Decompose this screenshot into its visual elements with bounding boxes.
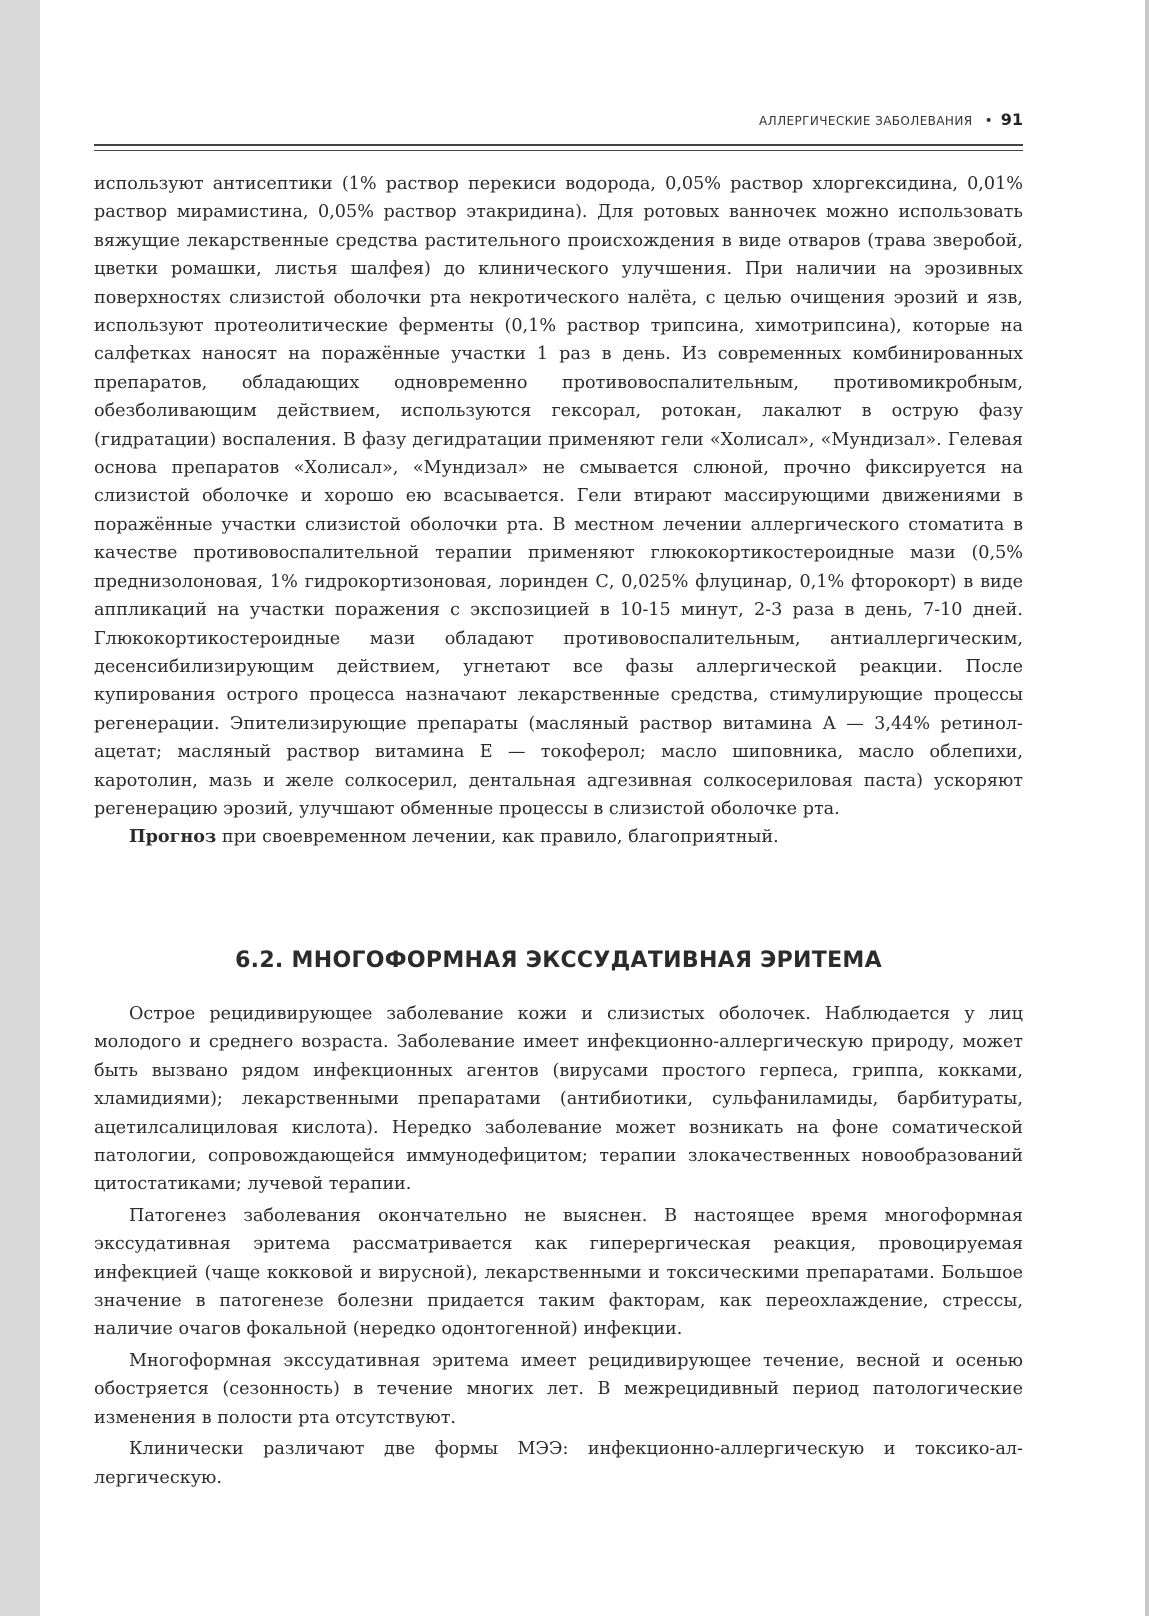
page-number: 91 — [1000, 110, 1023, 129]
running-head-separator: • — [984, 113, 993, 129]
page-edge — [1145, 0, 1149, 1616]
section-paragraph: Многоформная экссудативная эритема имеет рецидивирующее течение, весной и осенью обостряется (сезонность) в течение многих лет. В межрецидивный период патологические изменения в полости рта отсутствуют. — [94, 1350, 1023, 1428]
section-heading: 6.2. МНОГОФОРМНАЯ ЭКССУДАТИВНАЯ ЭРИТЕМА — [235, 948, 882, 973]
book-page — [40, 0, 1149, 1616]
section-paragraph: Клинически различают две формы МЭЭ: инфекционно-аллергическую и токсико-аллергическую. — [94, 1439, 1023, 1488]
top-text-block — [94, 170, 1023, 852]
prognosis-label: Прогноз — [129, 826, 217, 848]
section-text-block — [94, 1000, 1023, 1495]
prognosis-paragraph — [94, 823, 1023, 851]
prognosis-text: при своевременном лечении, как правило, благоприятный. — [216, 827, 779, 848]
running-head — [94, 110, 1023, 129]
section-paragraph: Патогенез заболевания окончательно не выяснен. В настоящее время многоформная экссудативная эритема рассматривается как гиперергическая реакция, провоцируемая инфекцией (чаще кокковой и вирусной), лекарственными и токсическими препаратами. Большое значение в патогенезе болезни придается таким факторам, как переохлаждение, стрессы, наличие очагов фокальной (нередко одонтогенной) инфекции. — [94, 1205, 1023, 1340]
header-rule-thin — [94, 150, 1023, 151]
section-paragraph: Острое рецидивирующее заболевание кожи и слизистых оболочек. Наблюдается у лиц молодого и среднего возраста. Заболевание имеет инфекционно-аллергическую природу, может быть вызвано рядом инфекционных агентов (вирусами простого герпеса, гриппа, кокками, хламидиями); лекарственными препаратами (антибиотики, сульфаниламиды, барбитураты, ацетилсалициловая кислота). Нередко заболевание может возникать на фоне соматической патологии, сопровождающейся иммунодефицитом; терапии злокачественных новообразований цитостатиками; лучевой терапии. — [94, 1004, 1023, 1195]
continuation-paragraph: используют антисептики (1% раствор перекиси водорода, 0,05% раствор хлоргексидина, 0,01% раствор мирамистина, 0,05% раствор этакридина). Для ротовых ванночек можно использовать вяжущие лекарственные средства растительного происхождения в виде отваров (трава зверобой, цветки ромашки, листья шалфея) до клинического улучшения. При наличии на эрозивных поверхностях слизистой оболочки рта некротического налёта, с целью очищения эрозий и язв, используют протеолитические ферменты (0,1% раствор трипсина, химотрипсина), которые на салфетках наносят на поражённые участки 1 раз в день. Из современных комбинированных препаратов, обладающих одновременно противовоспалительным, противомикробным, обезболивающим действием, используются гексорал, ротокан, лакалют в острую фазу (гидратации) воспаления. В фазу дегидратации применяют гели «Холисал», «Мундизал». Гелевая основа препаратов «Холисал», «Мундизал» не смывается слюной, прочно фиксируется на слизистой оболочке и хорошо ею всасывается. Гели втирают массирующими движениями в поражённые участки слизистой оболочки рта. В местном лечении аллергического стоматита в качестве противовоспалительной терапии применяют глюкокортикостероидные мази (0,5% преднизолоновая, 1% гидрокортизоновая, лоринден С, 0,025% флуцинар, 0,1% фторокорт) в виде аппликаций на участки поражения с экспозицией в 10-15 минут, 2-3 раза в день, 7-10 дней. Глюкокортикостероидные мази обладают противовоспалительным, антиаллергическим, десенсибилизирующим действием, угнетают все фазы аллергической реакции. После купирования острого процесса назначают лекарственные средства, стимулирующие процессы регенерации. Эпителизирующие препараты (масляный раствор витамина А — 3,44% ретинол-ацетат; масляный раствор витамина Е — токоферол; масло шиповника, масло облепихи, каротолин, мазь и желе солкосерил, дентальная адгезивная солкосериловая паста) ускоряют регенерацию эрозий, улучшают обменные процессы в слизистой оболочке рта. — [94, 174, 1023, 819]
header-rule-thick — [94, 144, 1023, 146]
running-head-title: АЛЛЕРГИЧЕСКИЕ ЗАБОЛЕВАНИЯ — [759, 114, 973, 128]
